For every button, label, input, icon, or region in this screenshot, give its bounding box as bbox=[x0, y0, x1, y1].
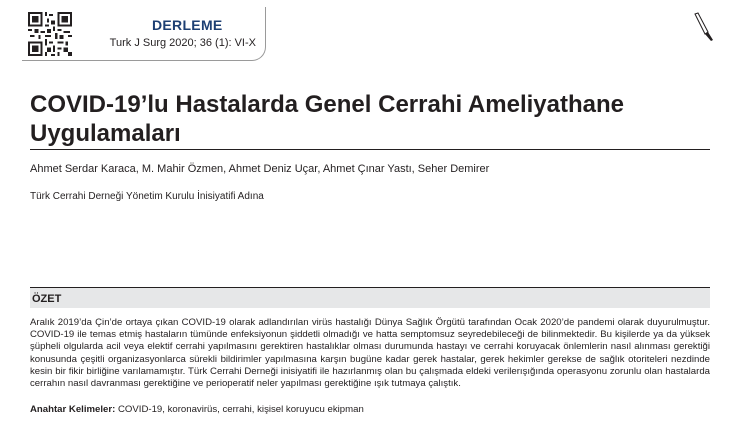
keywords-label: Anahtar Kelimeler: bbox=[30, 404, 116, 415]
keywords-list: COVID-19, koronavirüs, cerrahi, kişisel koruyucu ekipman bbox=[117, 404, 364, 415]
qr-code-icon bbox=[28, 12, 72, 56]
article-type-label: DERLEME bbox=[152, 17, 223, 33]
abstract-heading-band bbox=[30, 287, 710, 308]
scalpel-icon bbox=[692, 12, 716, 42]
abstract-heading: ÖZET bbox=[32, 293, 62, 305]
title-divider bbox=[30, 149, 710, 150]
article-title: COVID-19’lu Hastalarda Genel Cerrahi Ameliyathane Uygulamaları bbox=[30, 91, 624, 147]
author-list: Ahmet Serdar Karaca, M. Mahir Özmen, Ahmet Deniz Uçar, Ahmet Çınar Yastı, Seher Demirer bbox=[30, 163, 490, 175]
keywords-line bbox=[30, 404, 710, 415]
journal-citation: Turk J Surg 2020; 36 (1): VI-X bbox=[109, 37, 256, 49]
abstract-text: Aralık 2019’da Çin’de ortaya çıkan COVID-19 olarak adlandırılan virüs hastalığı Dünya Sağlık Örgütü tarafından Ocak 2020’de pandemi olarak duyurulmuştur. COVID-19 ile temas etmiş hastaların tümünde enfeksiyonun şiddetli olmadığı ve hatta semptomsuz seyredebileceği de bilinmektedir. Bu kişilerde ya da yüksek şüpheli olgularda acil veya elektif cerrahi yapılmasını gerektiren hastalıklar olması durumunda hastayı ve cerrahi koruyacak önlemlerin nasıl alınması gerektiği konusunda çeşitli organizasyonlarca sürekli bildirimler yapılmasına karşın bugüne kadar gerek hastalar, gerek hekimler gerekse de sağlık otoriteleri nezdinde kesin bir fikir birliğine varılamamıştır. Türk Cerrahi Derneği inisiyatifi ile hazırlanmış olan bu çalışmada eldeki verilerışığında operasyonu zorunlu olan hastalarda cerrahın nasıl davranması gerektiğine ve perioperatif neler yapılması gerektiğine ışık tutmaya çalıştık. bbox=[30, 317, 710, 390]
affiliation: Türk Cerrahi Derneği Yönetim Kurulu İnisiyatifi Adına bbox=[30, 191, 264, 202]
